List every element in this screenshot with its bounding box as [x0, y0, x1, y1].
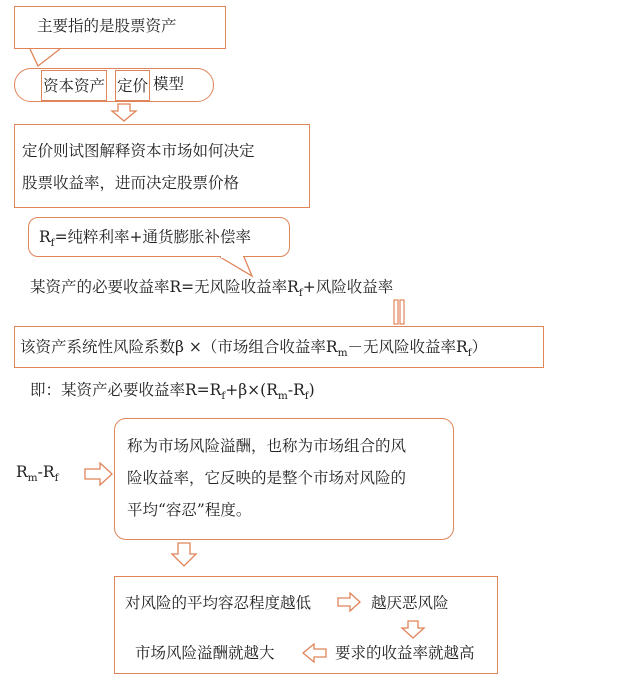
beta-risk-text: 该资产系统性风险系数β ×（市场组合收益率$R_m-$无风险收益率$R_f$）: [20, 338, 488, 359]
arrow-to-required: [402, 621, 424, 638]
required-return-higher-text: 要求的收益率就越高: [335, 644, 475, 662]
tolerance-low-text: 对风险的平均容忍程度越低: [125, 594, 312, 612]
pricing-line-1: 定价则试图解释资本市场如何决定: [22, 142, 255, 160]
pricing-line-2: 股票收益率，进而决定股票价格: [22, 174, 240, 192]
capm-formula: 即：某资产必要收益率$R=R_f+\beta\times(R_m-R_f)$: [30, 381, 315, 402]
risk-averse-text: 越厌恶风险: [371, 594, 449, 612]
capm-part2: 定价: [115, 70, 150, 101]
capm-part1: 资本资产: [41, 70, 107, 101]
arrow-to-averse: [338, 593, 360, 611]
rf-callout-text: $R_f=$纯粹利率+通货膨胀补偿率: [39, 228, 252, 249]
premium-line-3: 平均“容忍”程度。: [127, 501, 252, 519]
arrow-to-premium: [303, 644, 326, 662]
callout-stock-assets-text: 主要指的是股票资产: [37, 17, 177, 35]
capm-part3: 模型: [153, 75, 185, 93]
premium-larger-text: 市场风险溢酬就越大: [135, 644, 275, 662]
premium-line-2: 险收益率，它反映的是整个市场对风险的: [127, 469, 407, 487]
premium-line-1: 称为市场风险溢酬，也称为市场组合的风: [127, 437, 407, 455]
required-return-text: 某资产的必要收益率R=无风险收益率$R_f+$风险收益率: [30, 278, 394, 299]
rm-rf-label: $R_m-R_f$: [16, 463, 59, 484]
